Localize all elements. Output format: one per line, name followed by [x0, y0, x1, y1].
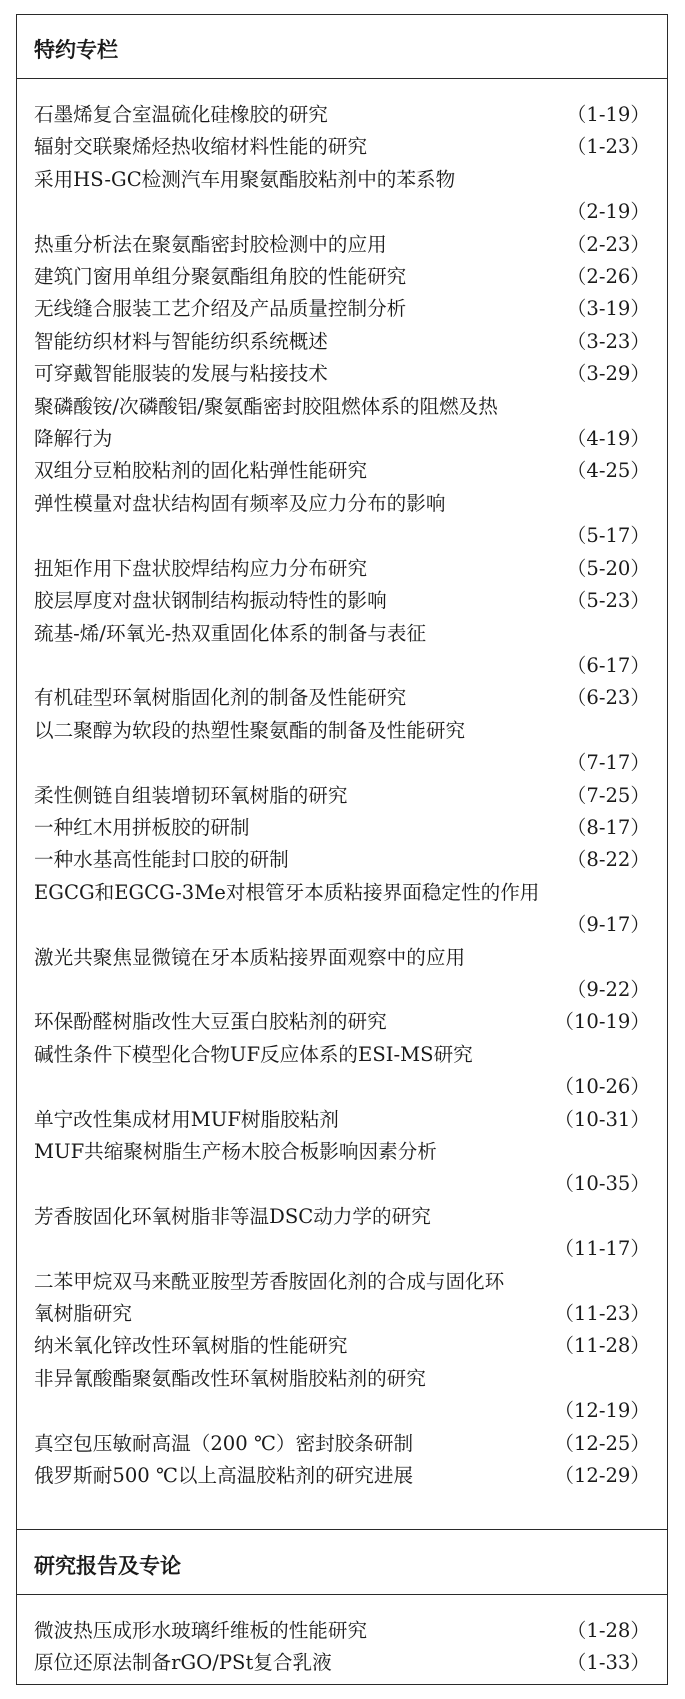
toc-entry-title: 一种红木用拼板胶的研制	[34, 815, 250, 839]
toc-entry-pages: （9-17）	[566, 913, 650, 937]
toc-entry	[34, 358, 650, 390]
toc-entry-pages: （12-29）	[554, 1464, 650, 1488]
toc-entry	[34, 455, 650, 487]
toc-entry-title: 二苯甲烷双马来酰亚胺型芳香胺固化剂的合成与固化环	[34, 1269, 505, 1293]
toc-entry	[34, 99, 650, 131]
toc-entry-title: 胶层厚度对盘状钢制结构振动特性的影响	[34, 589, 387, 613]
toc-entry	[34, 1201, 650, 1266]
toc-entry-pages: （12-25）	[554, 1431, 650, 1455]
toc-entry-title: 采用HS-GC检测汽车用聚氨酯胶粘剂中的苯系物	[34, 167, 456, 191]
toc-entry-title: 扭矩作用下盘状胶焊结构应力分布研究	[34, 556, 368, 580]
toc-entry-title: EGCG和EGCG-3Me对根管牙本质粘接界面稳定性的作用	[34, 880, 540, 904]
toc-entry-title: 辐射交联聚烯烃热收缩材料性能的研究	[34, 135, 368, 159]
toc-entry-title: 建筑门窗用单组分聚氨酯组角胶的性能研究	[34, 265, 407, 289]
toc-entry-pages: （6-23）	[566, 686, 650, 710]
toc-entry-pages: （4-25）	[566, 459, 650, 483]
toc-entry-pages: （3-29）	[566, 362, 650, 386]
toc-entry-title: 原位还原法制备rGO/PSt复合乳液	[34, 1651, 332, 1675]
toc-entry-title: 巯基-烯/环氧光-热双重固化体系的制备与表征	[34, 621, 427, 645]
toc-entry-title: 俄罗斯耐500 ℃以上高温胶粘剂的研究进展	[34, 1464, 414, 1488]
toc-entry-pages: （11-17）	[554, 1237, 650, 1261]
section-heading-special-column: 特约专栏	[34, 38, 118, 62]
toc-entry	[34, 780, 650, 812]
toc-entry-title: 微波热压成形水玻璃纤维板的性能研究	[34, 1619, 368, 1642]
toc-entry-title: 智能纺织材料与智能纺织系统概述	[34, 329, 328, 353]
toc-entry	[34, 131, 650, 163]
toc-entry	[34, 229, 650, 261]
toc-entry-pages: （12-19）	[554, 1399, 650, 1423]
toc-entry	[34, 391, 650, 456]
toc-list-research-reports	[34, 1615, 650, 1680]
toc-entry-pages: （1-19）	[566, 103, 650, 126]
toc-entry	[34, 1363, 650, 1428]
toc-entry-pages: （5-20）	[566, 556, 650, 580]
toc-entry-title: 纳米氧化锌改性环氧树脂的性能研究	[34, 1334, 348, 1358]
toc-entry-title: 弹性模量对盘状结构固有频率及应力分布的影响	[34, 491, 446, 515]
toc-entry-title: 一种水基高性能封口胶的研制	[34, 848, 289, 872]
toc-entry-pages: （9-22）	[566, 977, 650, 1001]
toc-entry-pages: （11-28）	[554, 1334, 650, 1358]
toc-entry-pages: （10-35）	[554, 1172, 650, 1196]
toc-entry	[34, 585, 650, 617]
toc-entry	[34, 553, 650, 585]
toc-entry-title: 以二聚醇为软段的热塑性聚氨酯的制备及性能研究	[34, 718, 466, 742]
toc-entry	[34, 812, 650, 844]
toc-entry	[34, 1647, 650, 1679]
toc-entry-pages: （4-19）	[566, 427, 650, 451]
toc-entry-pages: （2-19）	[566, 200, 650, 224]
toc-entry-title: 碱性条件下模型化合物UF反应体系的ESI-MS研究	[34, 1042, 473, 1066]
toc-entry-pages: （7-17）	[566, 751, 650, 775]
toc-entry-pages: （10-19）	[554, 1010, 650, 1034]
toc-entry-pages: （11-23）	[554, 1302, 650, 1326]
toc-entry-pages: （8-22）	[566, 848, 650, 872]
toc-entry	[34, 488, 650, 553]
toc-entry-title: MUF共缩聚树脂生产杨木胶合板影响因素分析	[34, 1140, 437, 1163]
toc-entry-pages: （3-23）	[566, 329, 650, 353]
toc-entry-pages: （8-17）	[566, 815, 650, 839]
toc-entry-title: 环保酚醛树脂改性大豆蛋白胶粘剂的研究	[34, 1010, 387, 1034]
toc-entry-title: 无线缝合服装工艺介绍及产品质量控制分析	[34, 297, 407, 321]
toc-list-special-column	[34, 99, 650, 1492]
toc-entry-title: 芳香胺固化环氧树脂非等温DSC动力学的研究	[34, 1204, 431, 1228]
toc-entry-title: 可穿戴智能服装的发展与粘接技术	[34, 362, 328, 386]
toc-entry	[34, 293, 650, 325]
toc-entry-title: 非异氰酸酯聚氨酯改性环氧树脂胶粘剂的研究	[34, 1366, 426, 1390]
toc-entry-title: 有机硅型环氧树脂固化剂的制备及性能研究	[34, 686, 407, 710]
toc-entry-title: 单宁改性集成材用MUF树脂胶粘剂	[34, 1107, 339, 1131]
toc-entry	[34, 1104, 650, 1136]
toc-entry	[34, 877, 650, 942]
toc-entry-pages: （1-23）	[566, 135, 650, 159]
toc-entry	[34, 682, 650, 714]
toc-entry	[34, 1266, 650, 1331]
section-heading-research-reports: 研究报告及专论	[34, 1554, 181, 1578]
toc-entry	[34, 1460, 650, 1492]
toc-entry	[34, 1039, 650, 1104]
toc-entry-pages: （5-17）	[566, 524, 650, 548]
toc-entry-title: 真空包压敏耐高温（200 ℃）密封胶条研制	[34, 1431, 414, 1455]
toc-entry-title: 热重分析法在聚氨酯密封胶检测中的应用	[34, 232, 387, 256]
toc-entry-title: 双组分豆粕胶粘剂的固化粘弹性能研究	[34, 459, 368, 483]
toc-entry-pages: （7-25）	[566, 783, 650, 807]
toc-entry-pages: （1-28）	[566, 1619, 650, 1642]
toc-entry-pages: （10-26）	[554, 1075, 650, 1099]
toc-entry	[34, 261, 650, 293]
toc-entry-pages: （3-19）	[566, 297, 650, 321]
toc-entry	[34, 618, 650, 683]
toc-entry-pages: （1-33）	[566, 1651, 650, 1675]
toc-entry-pages: （2-23）	[566, 232, 650, 256]
toc-entry-pages: （2-26）	[566, 265, 650, 289]
toc-entry-title-cont: 氧树脂研究	[34, 1302, 132, 1326]
toc-entry-title-cont: 降解行为	[34, 427, 113, 451]
toc-entry	[34, 1428, 650, 1460]
toc-entry-pages: （5-23）	[566, 589, 650, 613]
toc-entry	[34, 1006, 650, 1038]
toc-entry-title: 石墨烯复合室温硫化硅橡胶的研究	[34, 103, 328, 126]
toc-entry	[34, 1136, 650, 1201]
section-divider	[16, 1594, 668, 1595]
toc-entry	[34, 1330, 650, 1362]
section-divider	[16, 1529, 668, 1530]
toc-entry	[34, 326, 650, 358]
toc-entry	[34, 942, 650, 1007]
toc-entry-title: 柔性侧链自组装增韧环氧树脂的研究	[34, 783, 348, 807]
toc-entry	[34, 844, 650, 876]
toc-entry	[34, 164, 650, 229]
toc-entry-pages: （6-17）	[566, 653, 650, 677]
toc-entry-pages: （10-31）	[554, 1107, 650, 1131]
toc-entry	[34, 1615, 650, 1647]
toc-entry-title: 聚磷酸铵/次磷酸铝/聚氨酯密封胶阻燃体系的阻燃及热	[34, 394, 498, 418]
section-divider	[16, 78, 668, 79]
toc-entry	[34, 715, 650, 780]
toc-entry-title: 激光共聚焦显微镜在牙本质粘接界面观察中的应用	[34, 945, 466, 969]
